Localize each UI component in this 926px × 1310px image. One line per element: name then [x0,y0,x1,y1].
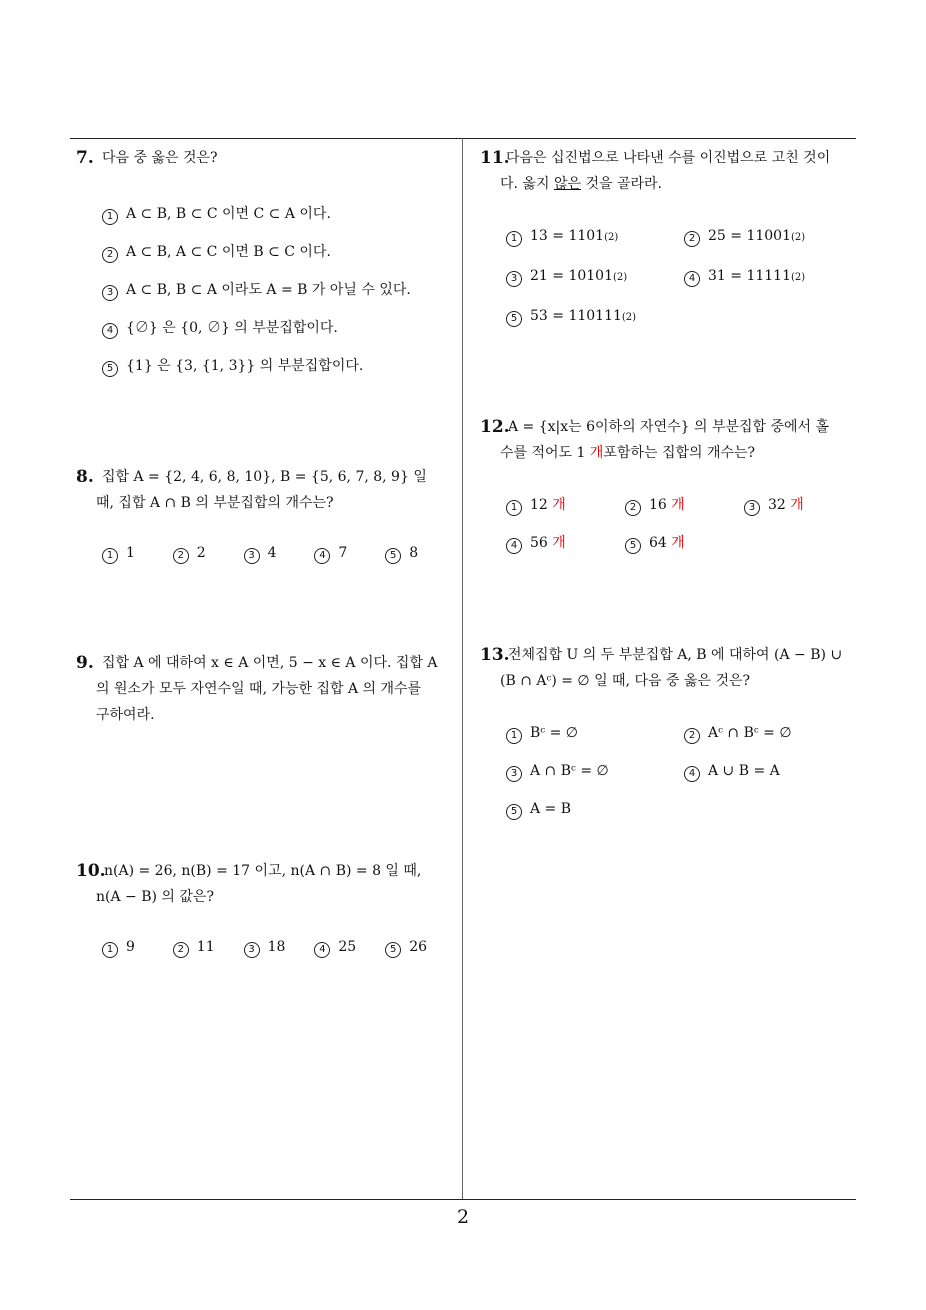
option-text: 18 [267,939,286,955]
option-4[interactable] [684,752,780,790]
text-segment: 수를 적어도 1 [500,445,590,461]
option-5[interactable] [506,790,571,828]
circled-number-icon: 3 [506,271,522,287]
option-5[interactable] [506,297,636,337]
question-number: 12. [480,417,510,437]
option-2[interactable] [173,534,244,572]
unit-text: 개 [552,535,566,551]
circled-number-icon: 1 [506,500,522,516]
option-2[interactable] [684,714,792,752]
option-text: 56 [530,535,548,551]
question-text-cont: 때, 집합 A ∩ B 의 부분집합의 개수는? [96,495,334,511]
option-4[interactable] [102,309,456,347]
circled-number-icon: 4 [506,538,522,554]
question-number: 10. [76,861,106,881]
question-text: 전체집합 U 의 두 부분집합 A, B 에 대하여 (A − B) ∪ [508,647,843,663]
option-text: 8 [409,545,419,561]
option-text: 31 = 11111 [708,268,791,284]
option-5[interactable] [625,524,685,562]
option-5[interactable] [385,928,456,966]
circled-number-icon: 4 [102,323,118,339]
option-5[interactable] [385,534,456,572]
base-subscript: (2) [790,272,806,283]
option-3[interactable] [506,257,684,297]
circled-number-icon: 2 [684,231,700,247]
option-text: 25 [338,939,357,955]
circled-number-icon: 3 [244,942,260,958]
option-text: 1 [126,545,135,561]
option-text: 12 [530,497,548,513]
unit-text: 개 [671,497,685,513]
question-text-cont: 구하여라. [96,707,155,723]
circled-number-icon: 4 [314,942,330,958]
circled-number-icon: 5 [385,548,401,564]
question-number: 9. [76,653,94,673]
option-5[interactable] [102,347,456,385]
bottom-rule [70,1199,856,1200]
option-3[interactable] [244,928,315,966]
question-number: 13. [480,645,510,665]
circled-number-icon: 4 [314,548,330,564]
option-text: 26 [409,939,428,955]
option-2[interactable] [684,217,805,257]
question-number: 7. [76,148,94,168]
option-3[interactable] [506,752,684,790]
question-text-cont: (B ∩ Aᶜ) = ∅ 일 때, 다음 중 옳은 것은? [500,673,750,689]
circled-number-icon: 2 [684,728,700,744]
circled-number-icon: 5 [506,804,522,820]
unit-text: 개 [790,497,804,513]
question-number: 11. [480,148,510,168]
circled-number-icon: 1 [102,209,118,225]
option-text: A ∩ Bᶜ = ∅ [530,763,609,779]
option-3[interactable] [102,271,456,309]
option-1[interactable] [506,486,625,524]
option-text: 21 = 10101 [530,268,613,284]
circled-number-icon: 3 [506,766,522,782]
options [76,928,456,966]
option-text: 9 [126,939,135,955]
circled-number-icon: 1 [506,728,522,744]
option-text: A = B [530,801,572,817]
option-text: {∅} 은 {0, ∅} 의 부분집합이다. [126,320,338,336]
option-text: 4 [267,545,277,561]
option-text: Bᶜ = ∅ [530,725,578,741]
text-segment: 포함하는 집합의 개수는? [603,445,756,461]
page-number: 2 [456,1206,470,1228]
base-subscript: (2) [621,312,637,323]
option-text: 16 [649,497,667,513]
question-number: 8. [76,467,94,487]
option-3[interactable] [244,534,315,572]
option-text: 32 [768,497,786,513]
base-subscript: (2) [612,272,628,283]
underlined-word: 않은 [553,176,581,192]
option-1[interactable] [102,928,173,966]
circled-number-icon: 2 [173,548,189,564]
option-text: 13 = 1101 [530,228,605,244]
question-text: 집합 A = {2, 4, 6, 8, 10}, B = {5, 6, 7, 8, 9} 일 [102,469,427,485]
unit-text: 개 [552,497,566,513]
option-2[interactable] [102,233,456,271]
option-1[interactable] [506,217,684,257]
circled-number-icon: 5 [506,311,522,327]
circled-number-icon: 5 [625,538,641,554]
question-text-cont [480,440,860,466]
circled-number-icon: 2 [173,942,189,958]
option-text: A ⊂ B, B ⊂ C 이면 C ⊂ A 이다. [126,206,331,222]
top-rule [70,138,856,139]
question-12 [480,414,860,562]
options [480,486,860,562]
circled-number-icon: 1 [102,942,118,958]
options [480,217,860,337]
options [76,534,456,572]
circled-number-icon: 4 [684,271,700,287]
option-4[interactable] [506,524,625,562]
question-text: A = {x|x는 6이하의 자연수} 의 부분집합 중에서 홀 [508,419,830,435]
circled-number-icon: 5 [102,361,118,377]
option-1[interactable] [506,714,684,752]
circled-number-icon: 4 [684,766,700,782]
option-text: A ⊂ B, A ⊂ C 이면 B ⊂ C 이다. [126,244,331,260]
option-2[interactable] [625,486,744,524]
question-10 [76,858,456,966]
option-text: 25 = 11001 [708,228,791,244]
column-divider [462,138,463,1200]
text-segment: 것을 골라라. [581,176,662,192]
option-text: 11 [196,939,215,955]
base-subscript: (2) [790,232,806,243]
question-text-cont: 의 원소가 모두 자연수일 때, 가능한 집합 A 의 개수를 [96,681,422,697]
option-text: A ∪ B = A [708,763,780,779]
unit-text: 개 [671,535,685,551]
option-1[interactable] [102,534,173,572]
question-text: 다음 중 옳은 것은? [102,150,218,166]
circled-number-icon: 3 [744,500,760,516]
question-text-cont [480,171,860,197]
option-4[interactable] [314,534,385,572]
question-text: 다음은 십진법으로 나타낸 수를 이진법으로 고친 것이 [506,150,831,166]
circled-number-icon: 3 [244,548,260,564]
options [480,714,860,828]
option-3[interactable] [744,486,804,524]
question-text: n(A) = 26, n(B) = 17 이고, n(A ∩ B) = 8 일 때, [104,863,422,879]
circled-number-icon: 2 [625,500,641,516]
circled-number-icon: 5 [385,942,401,958]
question-text-cont: n(A − B) 의 값은? [96,889,214,905]
text-segment: 다. 옳지 [500,176,554,192]
option-text: A ⊂ B, B ⊂ A 이라도 A = B 가 아닐 수 있다. [126,282,411,298]
option-text: Aᶜ ∩ Bᶜ = ∅ [708,725,792,741]
base-subscript: (2) [604,232,619,243]
circled-number-icon: 1 [506,231,522,247]
red-word: 개 [589,445,604,461]
option-text: 2 [196,545,206,561]
option-text: 53 = 110111 [530,308,622,324]
option-text: {1} 은 {3, {1, 3}} 의 부분집합이다. [126,358,364,374]
option-1[interactable] [102,195,456,233]
option-4[interactable] [314,928,385,966]
question-9 [76,650,456,728]
question-8 [76,464,456,572]
option-text: 7 [338,545,348,561]
question-11 [480,145,860,337]
circled-number-icon: 2 [102,247,118,263]
option-2[interactable] [173,928,244,966]
question-7 [76,145,456,385]
circled-number-icon: 3 [102,285,118,301]
circled-number-icon: 1 [102,548,118,564]
question-13 [480,642,860,828]
option-4[interactable] [684,257,805,297]
question-text: 집합 A 에 대하여 x ∈ A 이면, 5 − x ∈ A 이다. 집합 A [102,655,438,671]
options [76,195,456,385]
option-text: 64 [649,535,667,551]
